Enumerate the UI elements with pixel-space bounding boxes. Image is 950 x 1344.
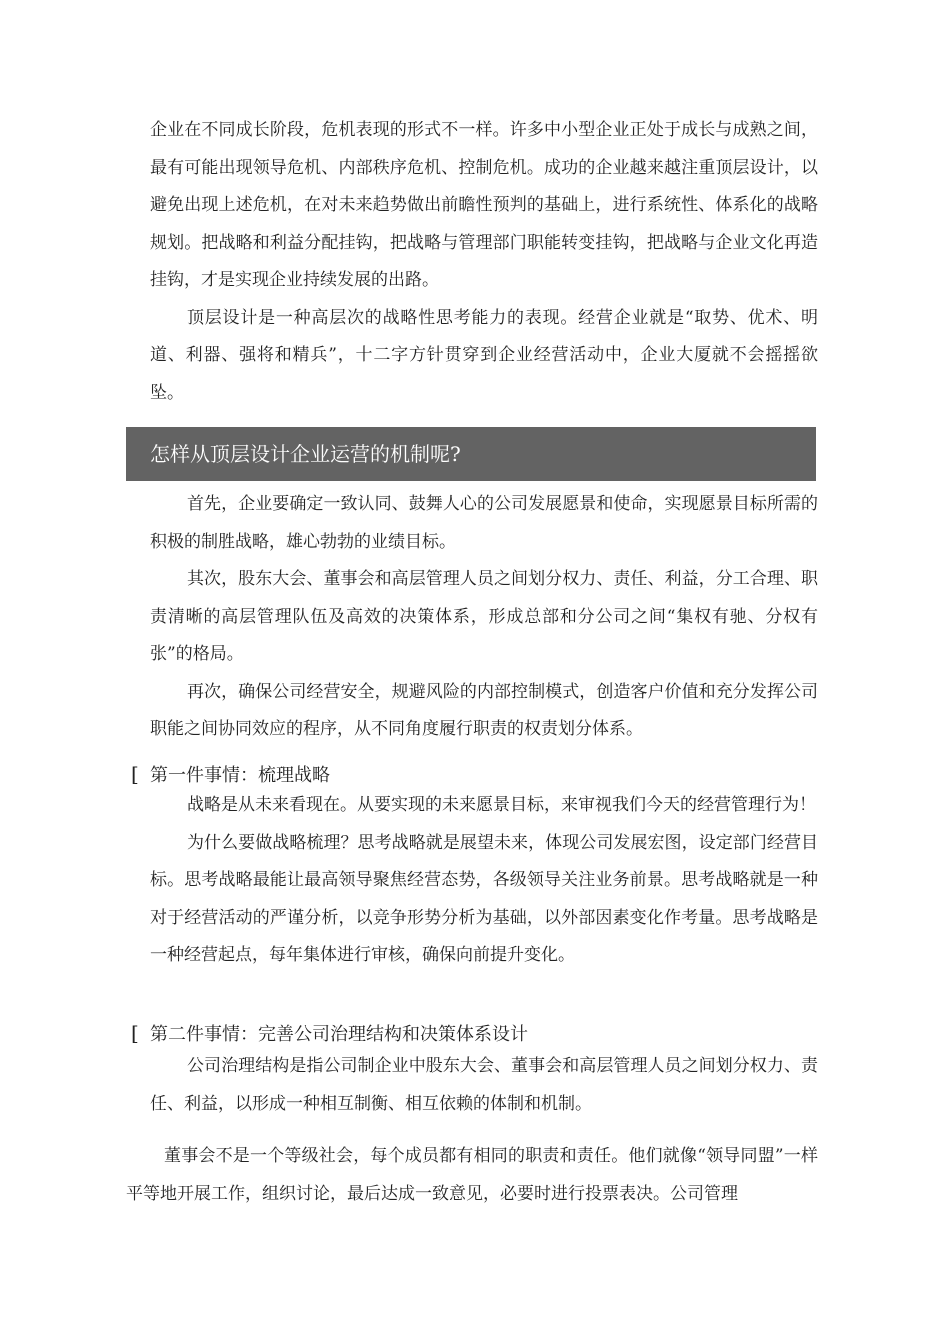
paragraph-crisis-stages: 企业在不同成长阶段，危机表现的形式不一样。许多中小型企业正处于成长与成熟之间，最有可能出现领导危机、内部秩序危机、控制危机。成功的企业越来越注重顶层设计，以避免出现上述危机，在对未来趋势做出前瞻性预判的基础上，进行系统性、体系化的战略规划。把战略和利益分配挂钩，把战略与管理部门职能转变挂钩，把战略与企业文化再造挂钩，才是实现企业持续发展的出路。	[150, 120, 818, 290]
strategy-section	[150, 787, 818, 975]
paragraph-second: 其次，股东大会、董事会和高层管理人员之间划分权力、责任、利益，分工合理、职责清晰的高层管理队伍及高效的决策体系，形成总部和分公司之间“集权有驰、分权有张”的格局。	[150, 569, 818, 664]
paragraph-strategy-why: 为什么要做战略梳理？思考战略就是展望未来，体现公司发展宏图，设定部门经营目标。思考战略最能让最高领导聚焦经营态势，各级领导关注业务前景。思考战略就是一种对于经营活动的严谨分析，以竞争形势分析为基础，以外部因素变化作考量。思考战略是一种经营起点，每年集体进行审核，确保向前提升变化。	[150, 832, 818, 965]
bracket-mark: [	[131, 762, 139, 786]
paragraph-top-level-design: 顶层设计是一种高层次的战略性思考能力的表现。经营企业就是“取势、优术、明道、利器、强将和精兵”，十二字方针贯穿到企业经营活动中，企业大厦就不会摇摇欲坠。	[150, 307, 818, 403]
paragraph-third: 再次，确保公司经营安全，规避风险的内部控制模式，创造客户价值和充分发挥公司职能之间协同效应的程序，从不同角度履行职责的权责划分体系。	[150, 681, 818, 739]
governance-section	[150, 1048, 818, 1123]
mechanism-section	[150, 486, 818, 749]
intro-section	[150, 112, 818, 412]
banner-title: 怎样从顶层设计企业运营的机制呢?	[150, 442, 461, 466]
paragraph-board: 董事会不是一个等级社会，每个成员都有相同的职责和责任。他们就像“领导同盟”一样平等地开展工作，组织讨论，最后达成一致意见，必要时进行投票表决。公司管理	[126, 1146, 818, 1204]
board-section	[126, 1138, 818, 1213]
section-banner	[126, 427, 816, 481]
subheading-strategy-title: 第一件事情：梳理战略	[150, 765, 330, 786]
subheading-governance	[131, 1018, 528, 1050]
subheading-governance-title: 第二件事情：完善公司治理结构和决策体系设计	[150, 1024, 528, 1045]
paragraph-strategy-definition: 战略是从未来看现在。从要实现的未来愿景目标，来审视我们今天的经营管理行为！	[187, 795, 816, 815]
paragraph-first: 首先，企业要确定一致认同、鼓舞人心的公司发展愿景和使命，实现愿景目标所需的积极的制胜战略，雄心勃勃的业绩目标。	[150, 494, 818, 552]
bracket-mark: [	[131, 1021, 139, 1045]
paragraph-governance-definition: 公司治理结构是指公司制企业中股东大会、董事会和高层管理人员之间划分权力、责任、利益，以形成一种相互制衡、相互依赖的体制和机制。	[150, 1056, 818, 1114]
